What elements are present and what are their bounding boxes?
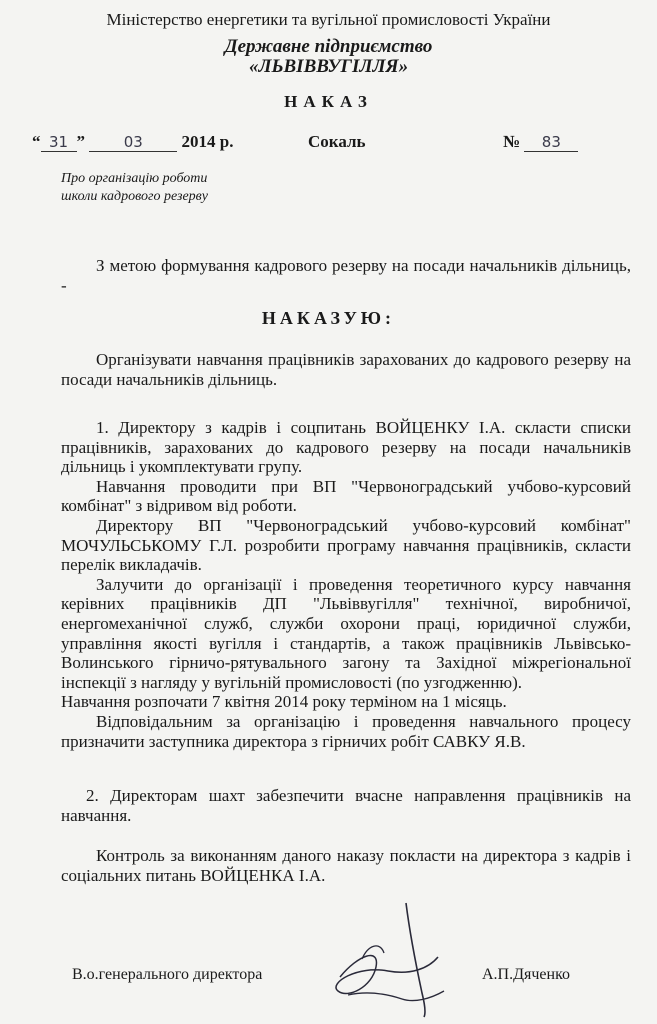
item-1-paragraph: 1. Директору з кадрів і соцпитань ВОЙЦЕНКУ І.А. скласти списки працівників, зарахованих до кадрового резерву на посади начальників дільниць і укомплектувати групу. bbox=[61, 418, 631, 477]
document-title: НАКАЗ bbox=[284, 92, 373, 111]
item-1-paragraph: Навчання проводити при ВП "Червоноградський учбово-курсовий комбінат" з відривом від роботи. bbox=[61, 476, 631, 516]
date-month: 03 bbox=[89, 133, 177, 152]
item-2: 2. Директорам шахт забезпечити вчасне направлення працівників на навчання. bbox=[61, 786, 631, 825]
order-number: 83 bbox=[524, 133, 578, 152]
order-word: НАКАЗУЮ: bbox=[261, 308, 396, 328]
handwritten-signature bbox=[318, 895, 458, 1020]
subject-block bbox=[61, 170, 208, 206]
item-1-paragraph: Відповідальним за організацію і проведення навчального процесу призначити заступника директора з гірничих робіт САВКУ Я.В. bbox=[61, 711, 631, 751]
subject-line: Про організацію роботи bbox=[61, 171, 208, 186]
company-name: «ЛЬВІВВУГІЛЛЯ» bbox=[248, 56, 409, 77]
item-1-paragraph: Залучити до організації і проведення теоретичного курсу навчання керівних працівників ДП "Львіввугілля" технічної, виробничої, енергомеханічної служб, служби охорони праці, юридичної служби, управління якості вугілля і стандартів, а також працівників Львівсько-Волинського гірничо-рятувального загону та Західної міжрегіональної інспекції з нагляду у вугільній промисловості (по узгодженню). bbox=[61, 574, 631, 692]
date-day: 31 bbox=[41, 133, 77, 152]
intro-paragraph: З метою формування кадрового резерву на посади начальників дільниць, - bbox=[61, 256, 631, 295]
ministry-name: Міністерство енергетики та вугільної промисловості України bbox=[106, 10, 551, 29]
signatory-position: В.о.генерального директора bbox=[72, 966, 263, 983]
date-year: 2014 р. bbox=[181, 132, 234, 151]
number-label: № bbox=[503, 132, 521, 151]
item-1 bbox=[61, 418, 631, 751]
item-1-paragraph: Директору ВП "Червоноградський учбово-курсовий комбінат" МОЧУЛЬСЬКОМУ Г.Л. розробити програму навчання працівників, скласти перелік викладачів. bbox=[61, 515, 631, 575]
city-name: Сокаль bbox=[308, 132, 366, 151]
item-1-paragraph: Навчання розпочати 7 квітня 2014 року терміном на 1 місяць. bbox=[61, 692, 507, 712]
date-field: “ 31 ” 03 2014 р. bbox=[32, 132, 234, 151]
order-number-field bbox=[503, 132, 578, 152]
signatory-name: А.П.Дяченко bbox=[482, 966, 571, 983]
company-type: Державне підприємство bbox=[224, 36, 433, 57]
control-paragraph: Контроль за виконанням даного наказу покласти на директора з кадрів і соціальних питань ВОЙЦЕНКА І.А. bbox=[61, 846, 631, 885]
lead-paragraph: Організувати навчання працівників зарахованих до кадрового резерву на посади начальників дільниць. bbox=[61, 350, 631, 389]
subject-line: школи кадрового резерву bbox=[61, 189, 208, 204]
